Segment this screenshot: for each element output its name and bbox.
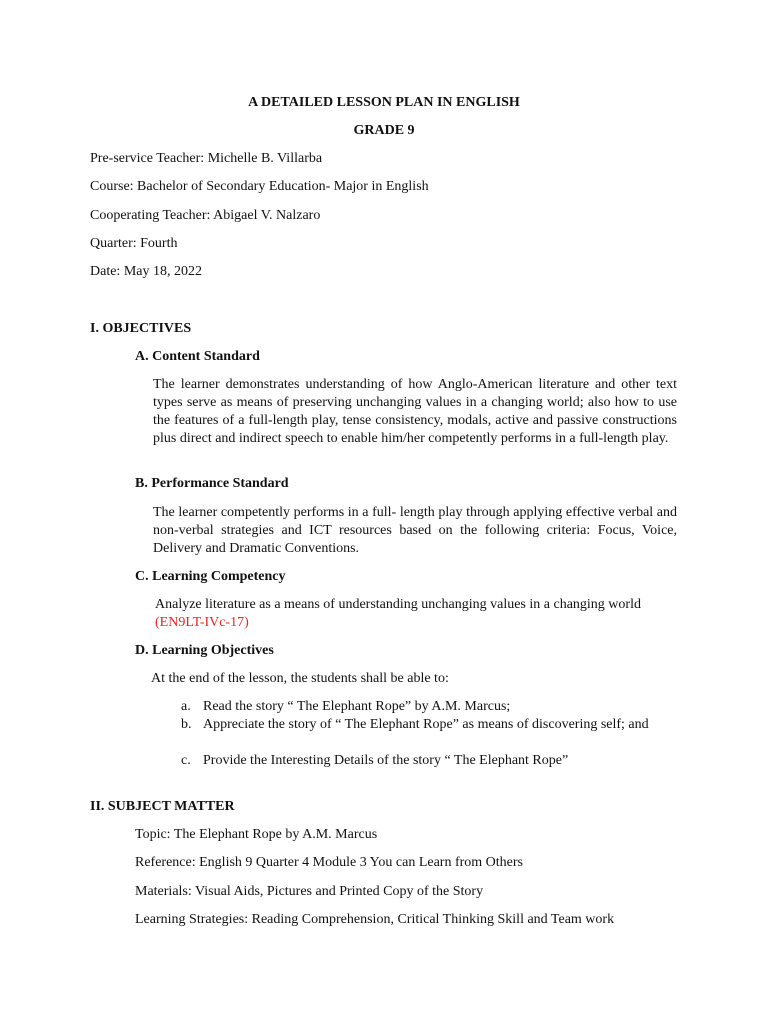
reference-line: Reference: English 9 Quarter 4 Module 3 You can Learn from Others xyxy=(135,855,524,870)
list-item-text: Appreciate the story of “ The Elephant Rope” as means of discovering self; and xyxy=(203,717,649,732)
content-standard-heading: A. Content Standard xyxy=(135,349,260,364)
learning-competency-text: Analyze literature as a means of understanding unchanging values in a changing world xyxy=(155,597,641,612)
content-standard-text: The learner demonstrates understanding of how Anglo-American literature and other text types serve as means of preserving unchanging values in a changing world; also how to use the features of a full-length play, tense consistency, modals, active and passive constructions plus direct and indirect speech to enable him/her competently performs in a full-length play. xyxy=(153,377,677,446)
list-item xyxy=(181,752,677,770)
list-marker: a. xyxy=(181,699,191,714)
list-item xyxy=(181,698,677,716)
course-line: Course: Bachelor of Secondary Education- Major in English xyxy=(90,179,429,194)
date-line: Date: May 18, 2022 xyxy=(90,264,202,279)
topic-line: Topic: The Elephant Rope by A.M. Marcus xyxy=(135,827,378,842)
objectives-heading: I. OBJECTIVES xyxy=(90,321,192,336)
cooperating-teacher-line: Cooperating Teacher: Abigael V. Nalzaro xyxy=(90,208,321,223)
list-item-text: Read the story “ The Elephant Rope” by A.M. Marcus; xyxy=(203,699,511,714)
learning-objectives-intro: At the end of the lesson, the students shall be able to: xyxy=(151,671,449,686)
teacher-line: Pre-service Teacher: Michelle B. Villarba xyxy=(90,151,323,166)
subject-matter-heading: II. SUBJECT MATTER xyxy=(90,799,235,814)
competency-code: (EN9LT-IVc-17) xyxy=(155,615,249,630)
list-marker: c. xyxy=(181,753,191,768)
learning-strategies-line: Learning Strategies: Reading Comprehension, Critical Thinking Skill and Team work xyxy=(135,912,615,927)
materials-line: Materials: Visual Aids, Pictures and Printed Copy of the Story xyxy=(135,884,484,899)
grade-label: GRADE 9 xyxy=(353,123,415,138)
document-title: A DETAILED LESSON PLAN IN ENGLISH xyxy=(248,95,520,110)
quarter-line: Quarter: Fourth xyxy=(90,236,178,251)
performance-standard-text: The learner competently performs in a full- length play through applying effective verbal and non-verbal strategies and ICT resources based on the following criteria: Focus, Voice, Delivery and Dramatic Conventions. xyxy=(153,505,677,556)
performance-standard-heading: B. Performance Standard xyxy=(135,476,289,491)
learning-competency-heading: C. Learning Competency xyxy=(135,569,286,584)
learning-objectives-heading: D. Learning Objectives xyxy=(135,643,274,658)
list-item xyxy=(181,716,677,752)
list-marker: b. xyxy=(181,717,192,732)
list-item-text: Provide the Interesting Details of the story “ The Elephant Rope” xyxy=(203,753,569,768)
